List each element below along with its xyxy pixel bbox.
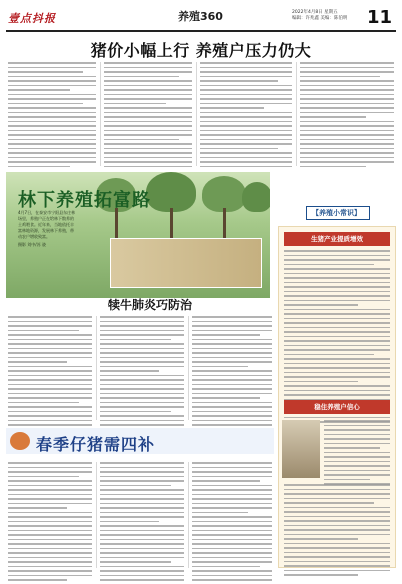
- article-column-8: [8, 462, 92, 584]
- header-divider: [6, 30, 396, 32]
- article-column-3: [200, 62, 292, 170]
- editor-line: 编辑：许兆鑫 美编：陈伯明: [292, 16, 348, 21]
- main-headline: 猪价小幅上行 养殖户压力仍大: [90, 41, 312, 60]
- sidebar-banner-2: 稳住养殖户信心: [284, 400, 390, 414]
- article-column-9: [100, 462, 184, 584]
- article-column-6: [100, 316, 184, 442]
- page-number: 11: [366, 7, 392, 28]
- piglet-icon: [10, 432, 30, 450]
- sidebar-tag: [284, 208, 394, 222]
- article-column-2: [104, 62, 192, 170]
- inset-photo: [110, 238, 262, 288]
- article-column-4: [300, 62, 394, 170]
- photo-caption: [18, 210, 76, 248]
- bottom-headline: 春季仔猪需四补: [36, 435, 156, 454]
- sidebar-text-2: [324, 420, 390, 488]
- date-line: 2022年4月8日 星期五: [292, 10, 338, 15]
- article-column-7: [192, 316, 272, 442]
- article-column-5: [8, 316, 92, 442]
- photographer-credit: 摄影 刘中/苏 骁: [18, 242, 46, 247]
- brand-logo: 壹点抖报: [8, 12, 56, 25]
- article-column-1: [8, 62, 96, 170]
- sub-headline: 犊牛肺炎巧防治: [108, 298, 193, 312]
- photo-title: 林下养殖拓富路: [18, 190, 151, 211]
- sidebar-tag-label: 【养殖小常识】: [312, 209, 361, 217]
- section-title: 养殖360: [178, 10, 223, 23]
- sidebar-photo: [282, 420, 320, 478]
- sidebar-banner-1: 生猪产业提质增效: [284, 232, 390, 246]
- sidebar-text-3: [284, 484, 390, 579]
- article-column-10: [192, 462, 272, 584]
- date-block: [292, 10, 358, 22]
- photo-caption-text: 4月7日，在泰安市宁阳县东庄林场里，养殖户正在给林下散养的土鸡喂食。近年来，当地依托丰富林地资源，发展林下养殖，带动农户增收致富。: [18, 210, 76, 239]
